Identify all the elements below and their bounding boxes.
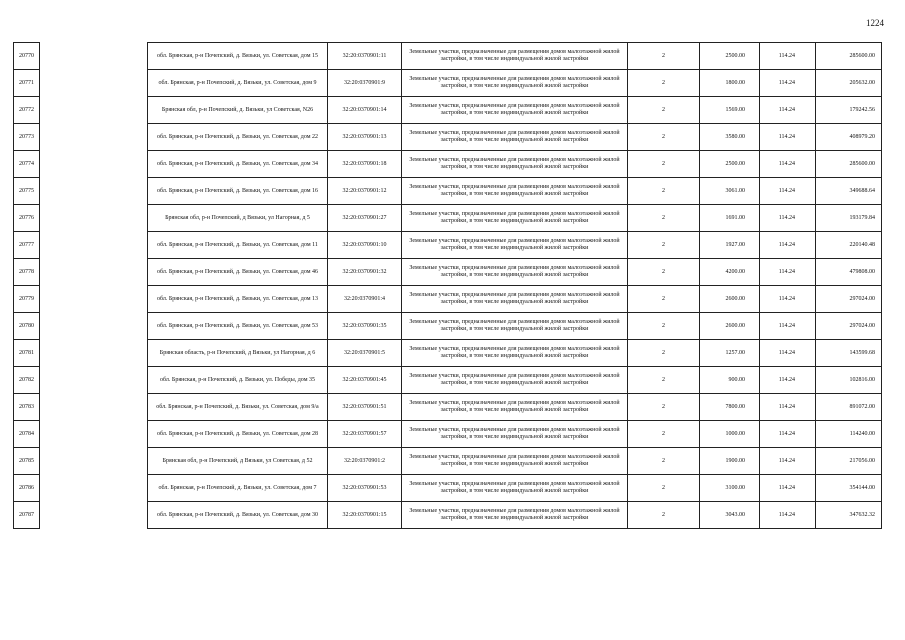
area-cell: 1569.00 <box>700 97 760 124</box>
group-cell: 2 <box>628 259 700 286</box>
land-category-cell: Земельные участки, предназначенные для размещения домов малоэтажной жилой застройки, в том числе индивидуальной жилой застройки <box>402 259 628 286</box>
cadastral-number-cell: 32:20:0370901:9 <box>328 70 402 97</box>
table-body <box>14 43 882 529</box>
land-category-cell: Земельные участки, предназначенные для размещения домов малоэтажной жилой застройки, в том числе индивидуальной жилой застройки <box>402 421 628 448</box>
table-row <box>14 313 882 340</box>
specific-value-cell: 114.24 <box>760 232 816 259</box>
address-cell: обл. Брянская, р-н Почепский, д. Вязьки, ул. Советская, дом 13 <box>148 286 328 313</box>
spacer-cell <box>40 448 148 475</box>
cadastral-value-cell: 102816.00 <box>816 367 882 394</box>
table-row <box>14 448 882 475</box>
spacer-cell <box>40 232 148 259</box>
address-cell: Брянская обл, р-н Почепский, д Вязьки, ул Советская, д 52 <box>148 448 328 475</box>
table-row <box>14 502 882 529</box>
group-cell: 2 <box>628 340 700 367</box>
address-cell: обл. Брянская, р-н Почепский, д. Вязьки, ул. Советская, дом 9 <box>148 70 328 97</box>
cadastral-number-cell: 32:20:0370901:2 <box>328 448 402 475</box>
spacer-cell <box>40 43 148 70</box>
group-cell: 2 <box>628 70 700 97</box>
specific-value-cell: 114.24 <box>760 70 816 97</box>
land-category-cell: Земельные участки, предназначенные для размещения домов малоэтажной жилой застройки, в том числе индивидуальной жилой застройки <box>402 70 628 97</box>
table-row <box>14 259 882 286</box>
cadastral-number-cell: 32:20:0370901:11 <box>328 43 402 70</box>
address-cell: обл. Брянская, р-н Почепский, д. Вязьки, ул. Советская, дом 11 <box>148 232 328 259</box>
spacer-cell <box>40 340 148 367</box>
address-cell: Брянская область, р-н Почепский, д Вязьки, ул Нагорная, д 6 <box>148 340 328 367</box>
cadastral-number-cell: 32:20:0370901:27 <box>328 205 402 232</box>
table-row <box>14 124 882 151</box>
specific-value-cell: 114.24 <box>760 340 816 367</box>
cadastral-value-cell: 297024.00 <box>816 313 882 340</box>
row-number-cell: 20777 <box>14 232 40 259</box>
land-category-cell: Земельные участки, предназначенные для размещения домов малоэтажной жилой застройки, в том числе индивидуальной жилой застройки <box>402 475 628 502</box>
cadastral-value-cell: 349688.64 <box>816 178 882 205</box>
land-category-cell: Земельные участки, предназначенные для размещения домов малоэтажной жилой застройки, в том числе индивидуальной жилой застройки <box>402 232 628 259</box>
cadastral-value-cell: 217056.00 <box>816 448 882 475</box>
land-category-cell: Земельные участки, предназначенные для размещения домов малоэтажной жилой застройки, в том числе индивидуальной жилой застройки <box>402 205 628 232</box>
row-number-cell: 20787 <box>14 502 40 529</box>
group-cell: 2 <box>628 97 700 124</box>
spacer-cell <box>40 97 148 124</box>
cadastral-value-cell: 205632.00 <box>816 70 882 97</box>
row-number-cell: 20772 <box>14 97 40 124</box>
group-cell: 2 <box>628 502 700 529</box>
cadastral-value-cell: 347632.32 <box>816 502 882 529</box>
address-cell: обл. Брянская, р-н Почепский, д. Вязьки, ул. Советская, дом 53 <box>148 313 328 340</box>
area-cell: 4200.00 <box>700 259 760 286</box>
cadastral-number-cell: 32:20:0370901:53 <box>328 475 402 502</box>
specific-value-cell: 114.24 <box>760 367 816 394</box>
cadastral-number-cell: 32:20:0370901:10 <box>328 232 402 259</box>
cadastral-value-cell: 285600.00 <box>816 43 882 70</box>
group-cell: 2 <box>628 205 700 232</box>
address-cell: Брянская обл, р-н Почепский, д. Вязьки, ул Советская, N26 <box>148 97 328 124</box>
spacer-cell <box>40 502 148 529</box>
address-cell: Брянская обл, р-н Почепский, д Вязьки, ул Нагорная, д 5 <box>148 205 328 232</box>
area-cell: 1000.00 <box>700 421 760 448</box>
table-row <box>14 178 882 205</box>
group-cell: 2 <box>628 475 700 502</box>
area-cell: 3061.00 <box>700 178 760 205</box>
spacer-cell <box>40 286 148 313</box>
area-cell: 7800.00 <box>700 394 760 421</box>
address-cell: обл. Брянская, р-н Почепский, д. Вязьки, ул. Советская, дом 46 <box>148 259 328 286</box>
spacer-cell <box>40 124 148 151</box>
row-number-cell: 20781 <box>14 340 40 367</box>
area-cell: 2600.00 <box>700 313 760 340</box>
cadastral-number-cell: 32:20:0370901:5 <box>328 340 402 367</box>
area-cell: 3100.00 <box>700 475 760 502</box>
cadastral-number-cell: 32:20:0370901:18 <box>328 151 402 178</box>
land-category-cell: Земельные участки, предназначенные для размещения домов малоэтажной жилой застройки, в том числе индивидуальной жилой застройки <box>402 502 628 529</box>
row-number-cell: 20783 <box>14 394 40 421</box>
spacer-cell <box>40 421 148 448</box>
group-cell: 2 <box>628 448 700 475</box>
row-number-cell: 20786 <box>14 475 40 502</box>
land-category-cell: Земельные участки, предназначенные для размещения домов малоэтажной жилой застройки, в том числе индивидуальной жилой застройки <box>402 286 628 313</box>
table-row <box>14 43 882 70</box>
row-number-cell: 20784 <box>14 421 40 448</box>
specific-value-cell: 114.24 <box>760 394 816 421</box>
spacer-cell <box>40 394 148 421</box>
spacer-cell <box>40 475 148 502</box>
specific-value-cell: 114.24 <box>760 43 816 70</box>
group-cell: 2 <box>628 286 700 313</box>
cadastral-value-cell: 143599.68 <box>816 340 882 367</box>
land-category-cell: Земельные участки, предназначенные для размещения домов малоэтажной жилой застройки, в том числе индивидуальной жилой застройки <box>402 124 628 151</box>
land-category-cell: Земельные участки, предназначенные для размещения домов малоэтажной жилой застройки, в том числе индивидуальной жилой застройки <box>402 151 628 178</box>
cadastral-number-cell: 32:20:0370901:51 <box>328 394 402 421</box>
specific-value-cell: 114.24 <box>760 151 816 178</box>
table-row <box>14 97 882 124</box>
address-cell: обл. Брянская, р-н Почепский, д. Вязьки, ул. Советская, дом 9/а <box>148 394 328 421</box>
address-cell: обл. Брянская, р-н Почепский, д. Вязьки, ул. Советская, дом 7 <box>148 475 328 502</box>
cadastral-value-cell: 408979.20 <box>816 124 882 151</box>
cadastral-value-cell: 297024.00 <box>816 286 882 313</box>
row-number-cell: 20771 <box>14 70 40 97</box>
group-cell: 2 <box>628 313 700 340</box>
land-category-cell: Земельные участки, предназначенные для размещения домов малоэтажной жилой застройки, в том числе индивидуальной жилой застройки <box>402 367 628 394</box>
specific-value-cell: 114.24 <box>760 205 816 232</box>
cadastral-number-cell: 32:20:0370901:15 <box>328 502 402 529</box>
address-cell: обл. Брянская, р-н Почепский, д. Вязьки, ул. Советская, дом 30 <box>148 502 328 529</box>
spacer-cell <box>40 70 148 97</box>
cadastral-value-cell: 114240.00 <box>816 421 882 448</box>
row-number-cell: 20780 <box>14 313 40 340</box>
cadastral-value-cell: 285600.00 <box>816 151 882 178</box>
row-number-cell: 20776 <box>14 205 40 232</box>
area-cell: 1927.00 <box>700 232 760 259</box>
land-category-cell: Земельные участки, предназначенные для размещения домов малоэтажной жилой застройки, в том числе индивидуальной жилой застройки <box>402 340 628 367</box>
row-number-cell: 20774 <box>14 151 40 178</box>
specific-value-cell: 114.24 <box>760 475 816 502</box>
spacer-cell <box>40 151 148 178</box>
row-number-cell: 20785 <box>14 448 40 475</box>
row-number-cell: 20775 <box>14 178 40 205</box>
specific-value-cell: 114.24 <box>760 448 816 475</box>
specific-value-cell: 114.24 <box>760 421 816 448</box>
table-row <box>14 394 882 421</box>
specific-value-cell: 114.24 <box>760 259 816 286</box>
cadastral-value-cell: 479808.00 <box>816 259 882 286</box>
specific-value-cell: 114.24 <box>760 286 816 313</box>
group-cell: 2 <box>628 43 700 70</box>
group-cell: 2 <box>628 178 700 205</box>
specific-value-cell: 114.24 <box>760 178 816 205</box>
group-cell: 2 <box>628 124 700 151</box>
spacer-cell <box>40 259 148 286</box>
table-row <box>14 232 882 259</box>
row-number-cell: 20779 <box>14 286 40 313</box>
area-cell: 1257.00 <box>700 340 760 367</box>
area-cell: 3043.00 <box>700 502 760 529</box>
row-number-cell: 20773 <box>14 124 40 151</box>
group-cell: 2 <box>628 151 700 178</box>
cadastral-number-cell: 32:20:0370901:57 <box>328 421 402 448</box>
address-cell: обл. Брянская, р-н Почепский, д. Вязьки, ул. Советская, дом 16 <box>148 178 328 205</box>
table-row <box>14 367 882 394</box>
land-category-cell: Земельные участки, предназначенные для размещения домов малоэтажной жилой застройки, в том числе индивидуальной жилой застройки <box>402 394 628 421</box>
area-cell: 900.00 <box>700 367 760 394</box>
cadastral-number-cell: 32:20:0370901:45 <box>328 367 402 394</box>
area-cell: 3580.00 <box>700 124 760 151</box>
area-cell: 1900.00 <box>700 448 760 475</box>
page-number: 1224 <box>866 18 884 28</box>
cadastral-value-cell: 891072.00 <box>816 394 882 421</box>
table-row <box>14 70 882 97</box>
area-cell: 1691.00 <box>700 205 760 232</box>
area-cell: 2500.00 <box>700 151 760 178</box>
area-cell: 2600.00 <box>700 286 760 313</box>
spacer-cell <box>40 313 148 340</box>
group-cell: 2 <box>628 421 700 448</box>
group-cell: 2 <box>628 367 700 394</box>
address-cell: обл. Брянская, р-н Почепский, д. Вязьки, ул. Советская, дом 22 <box>148 124 328 151</box>
area-cell: 2500.00 <box>700 43 760 70</box>
cadastral-value-cell: 193179.84 <box>816 205 882 232</box>
spacer-cell <box>40 367 148 394</box>
cadastral-number-cell: 32:20:0370901:35 <box>328 313 402 340</box>
cadastral-value-cell: 179242.56 <box>816 97 882 124</box>
spacer-cell <box>40 205 148 232</box>
cadastral-value-cell: 354144.00 <box>816 475 882 502</box>
address-cell: обл. Брянская, р-н Почепский, д. Вязьки, ул. Победы, дом 35 <box>148 367 328 394</box>
area-cell: 1800.00 <box>700 70 760 97</box>
table-row <box>14 421 882 448</box>
land-category-cell: Земельные участки, предназначенные для размещения домов малоэтажной жилой застройки, в том числе индивидуальной жилой застройки <box>402 448 628 475</box>
land-category-cell: Земельные участки, предназначенные для размещения домов малоэтажной жилой застройки, в том числе индивидуальной жилой застройки <box>402 178 628 205</box>
cadastral-value-table <box>13 42 882 529</box>
row-number-cell: 20782 <box>14 367 40 394</box>
spacer-cell <box>40 178 148 205</box>
group-cell: 2 <box>628 232 700 259</box>
table-row <box>14 286 882 313</box>
cadastral-number-cell: 32:20:0370901:13 <box>328 124 402 151</box>
cadastral-number-cell: 32:20:0370901:4 <box>328 286 402 313</box>
specific-value-cell: 114.24 <box>760 502 816 529</box>
group-cell: 2 <box>628 394 700 421</box>
row-number-cell: 20778 <box>14 259 40 286</box>
specific-value-cell: 114.24 <box>760 313 816 340</box>
cadastral-value-cell: 220140.48 <box>816 232 882 259</box>
land-category-cell: Земельные участки, предназначенные для размещения домов малоэтажной жилой застройки, в том числе индивидуальной жилой застройки <box>402 97 628 124</box>
land-category-cell: Земельные участки, предназначенные для размещения домов малоэтажной жилой застройки, в том числе индивидуальной жилой застройки <box>402 313 628 340</box>
cadastral-number-cell: 32:20:0370901:14 <box>328 97 402 124</box>
table-row <box>14 151 882 178</box>
cadastral-number-cell: 32:20:0370901:32 <box>328 259 402 286</box>
table-row <box>14 340 882 367</box>
land-category-cell: Земельные участки, предназначенные для размещения домов малоэтажной жилой застройки, в том числе индивидуальной жилой застройки <box>402 43 628 70</box>
address-cell: обл. Брянская, р-н Почепский, д. Вязьки, ул. Советская, дом 34 <box>148 151 328 178</box>
specific-value-cell: 114.24 <box>760 124 816 151</box>
address-cell: обл. Брянская, р-н Почепский, д. Вязьки, ул. Советская, дом 28 <box>148 421 328 448</box>
specific-value-cell: 114.24 <box>760 97 816 124</box>
table-row <box>14 475 882 502</box>
cadastral-number-cell: 32:20:0370901:12 <box>328 178 402 205</box>
row-number-cell: 20770 <box>14 43 40 70</box>
table-row <box>14 205 882 232</box>
address-cell: обл. Брянская, р-н Почепский, д. Вязьки, ул. Советская, дом 15 <box>148 43 328 70</box>
